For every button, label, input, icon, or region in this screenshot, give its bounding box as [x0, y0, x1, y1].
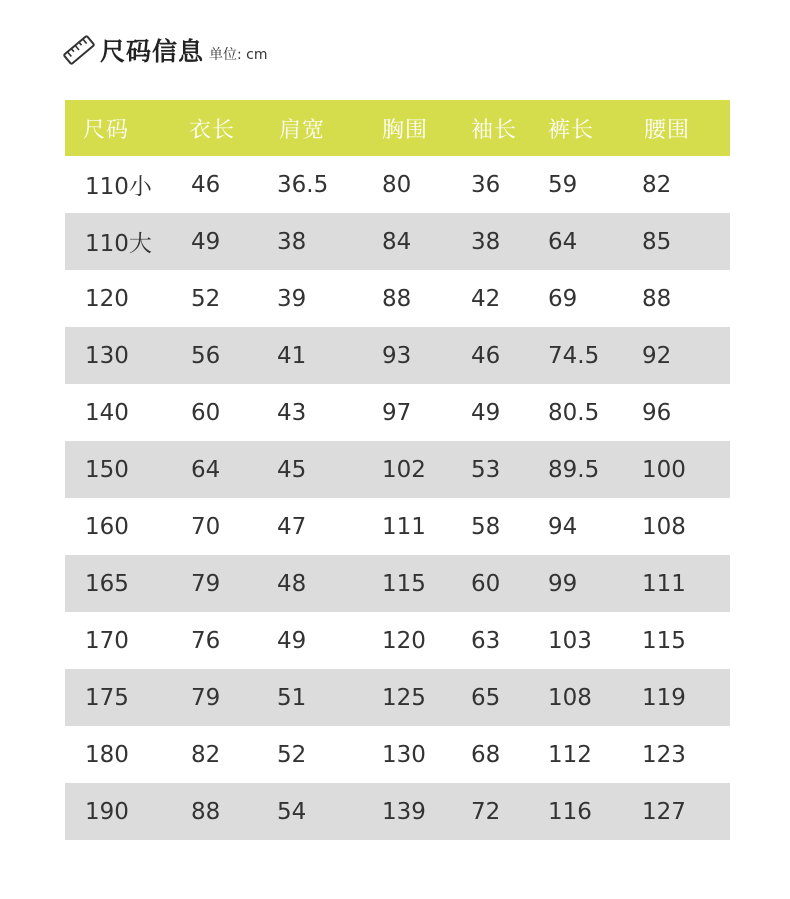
table-cell: 80.5	[548, 399, 600, 426]
waist-header: 腰围	[644, 117, 691, 143]
size-chart-table	[65, 100, 730, 840]
table-cell: 79	[191, 684, 221, 711]
table-cell: 72	[471, 798, 501, 825]
table-cell: 130	[382, 741, 426, 768]
table-cell: 51	[277, 684, 307, 711]
table-cell: 49	[191, 228, 221, 255]
table-cell: 60	[191, 399, 221, 426]
table-cell: 47	[277, 513, 307, 540]
table-cell: 170	[85, 627, 129, 654]
table-row	[65, 156, 730, 213]
table-cell: 111	[382, 513, 426, 540]
table-cell: 165	[85, 570, 129, 597]
table-cell: 60	[471, 570, 501, 597]
table-cell: 52	[191, 285, 221, 312]
ruler-icon	[62, 33, 96, 67]
table-cell: 70	[191, 513, 221, 540]
table-cell: 140	[85, 399, 129, 426]
table-cell: 59	[548, 171, 578, 198]
table-cell: 99	[548, 570, 578, 597]
table-cell: 108	[548, 684, 592, 711]
sleeve-header: 袖长	[471, 117, 518, 143]
table-cell: 64	[191, 456, 221, 483]
table-cell: 88	[382, 285, 412, 312]
table-cell: 123	[642, 741, 686, 768]
table-header-row	[65, 100, 730, 156]
table-cell: 45	[277, 456, 307, 483]
table-cell: 115	[642, 627, 686, 654]
table-cell: 89.5	[548, 456, 600, 483]
table-cell: 94	[548, 513, 578, 540]
table-cell: 85	[642, 228, 672, 255]
table-row	[65, 555, 730, 612]
table-row	[65, 327, 730, 384]
table-cell: 43	[277, 399, 307, 426]
table-cell: 108	[642, 513, 686, 540]
table-cell: 116	[548, 798, 592, 825]
table-row	[65, 783, 730, 840]
table-cell: 88	[642, 285, 672, 312]
table-cell: 190	[85, 798, 129, 825]
table-cell: 82	[191, 741, 221, 768]
table-cell: 80	[382, 171, 412, 198]
table-cell: 180	[85, 741, 129, 768]
table-cell: 82	[642, 171, 672, 198]
table-cell: 97	[382, 399, 412, 426]
table-row	[65, 669, 730, 726]
table-cell: 130	[85, 342, 129, 369]
table-row	[65, 498, 730, 555]
table-cell: 92	[642, 342, 672, 369]
table-cell: 65	[471, 684, 501, 711]
table-cell: 79	[191, 570, 221, 597]
table-cell: 38	[277, 228, 307, 255]
table-cell: 54	[277, 798, 307, 825]
table-cell: 175	[85, 684, 129, 711]
table-cell: 103	[548, 627, 592, 654]
unit-label: 单位: cm	[209, 47, 268, 63]
table-row	[65, 726, 730, 783]
pants-length-header: 裤长	[548, 117, 595, 143]
table-cell: 127	[642, 798, 686, 825]
table-cell: 74.5	[548, 342, 600, 369]
table-cell: 102	[382, 456, 426, 483]
table-cell: 110大	[85, 231, 152, 257]
table-row	[65, 270, 730, 327]
length-header: 衣长	[189, 117, 236, 143]
table-cell: 49	[277, 627, 307, 654]
table-cell: 42	[471, 285, 501, 312]
table-cell: 53	[471, 456, 501, 483]
table-cell: 69	[548, 285, 578, 312]
table-cell: 36.5	[277, 171, 329, 198]
table-cell: 119	[642, 684, 686, 711]
table-cell: 56	[191, 342, 221, 369]
table-cell: 110小	[85, 174, 152, 200]
table-cell: 84	[382, 228, 412, 255]
table-cell: 93	[382, 342, 412, 369]
size-header: 尺码	[83, 117, 130, 143]
table-cell: 100	[642, 456, 686, 483]
table-cell: 88	[191, 798, 221, 825]
table-cell: 115	[382, 570, 426, 597]
table-cell: 139	[382, 798, 426, 825]
chest-header: 胸围	[382, 117, 429, 143]
table-cell: 52	[277, 741, 307, 768]
table-body	[65, 156, 730, 840]
table-cell: 150	[85, 456, 129, 483]
table-cell: 160	[85, 513, 129, 540]
table-row	[65, 441, 730, 498]
table-cell: 112	[548, 741, 592, 768]
table-cell: 39	[277, 285, 307, 312]
table-cell: 68	[471, 741, 501, 768]
table-cell: 46	[191, 171, 221, 198]
table-cell: 96	[642, 399, 672, 426]
table-cell: 41	[277, 342, 307, 369]
table-cell: 120	[382, 627, 426, 654]
table-cell: 63	[471, 627, 501, 654]
table-cell: 58	[471, 513, 501, 540]
table-cell: 48	[277, 570, 307, 597]
table-cell: 46	[471, 342, 501, 369]
table-cell: 120	[85, 285, 129, 312]
table-cell: 64	[548, 228, 578, 255]
table-cell: 38	[471, 228, 501, 255]
table-row	[65, 384, 730, 441]
size-info-title	[62, 30, 268, 70]
table-cell: 125	[382, 684, 426, 711]
table-cell: 76	[191, 627, 221, 654]
page-title: 尺码信息	[100, 37, 205, 66]
table-row	[65, 213, 730, 270]
table-row	[65, 612, 730, 669]
table-cell: 111	[642, 570, 686, 597]
table-cell: 49	[471, 399, 501, 426]
table-cell: 36	[471, 171, 501, 198]
shoulder-header: 肩宽	[279, 117, 326, 143]
